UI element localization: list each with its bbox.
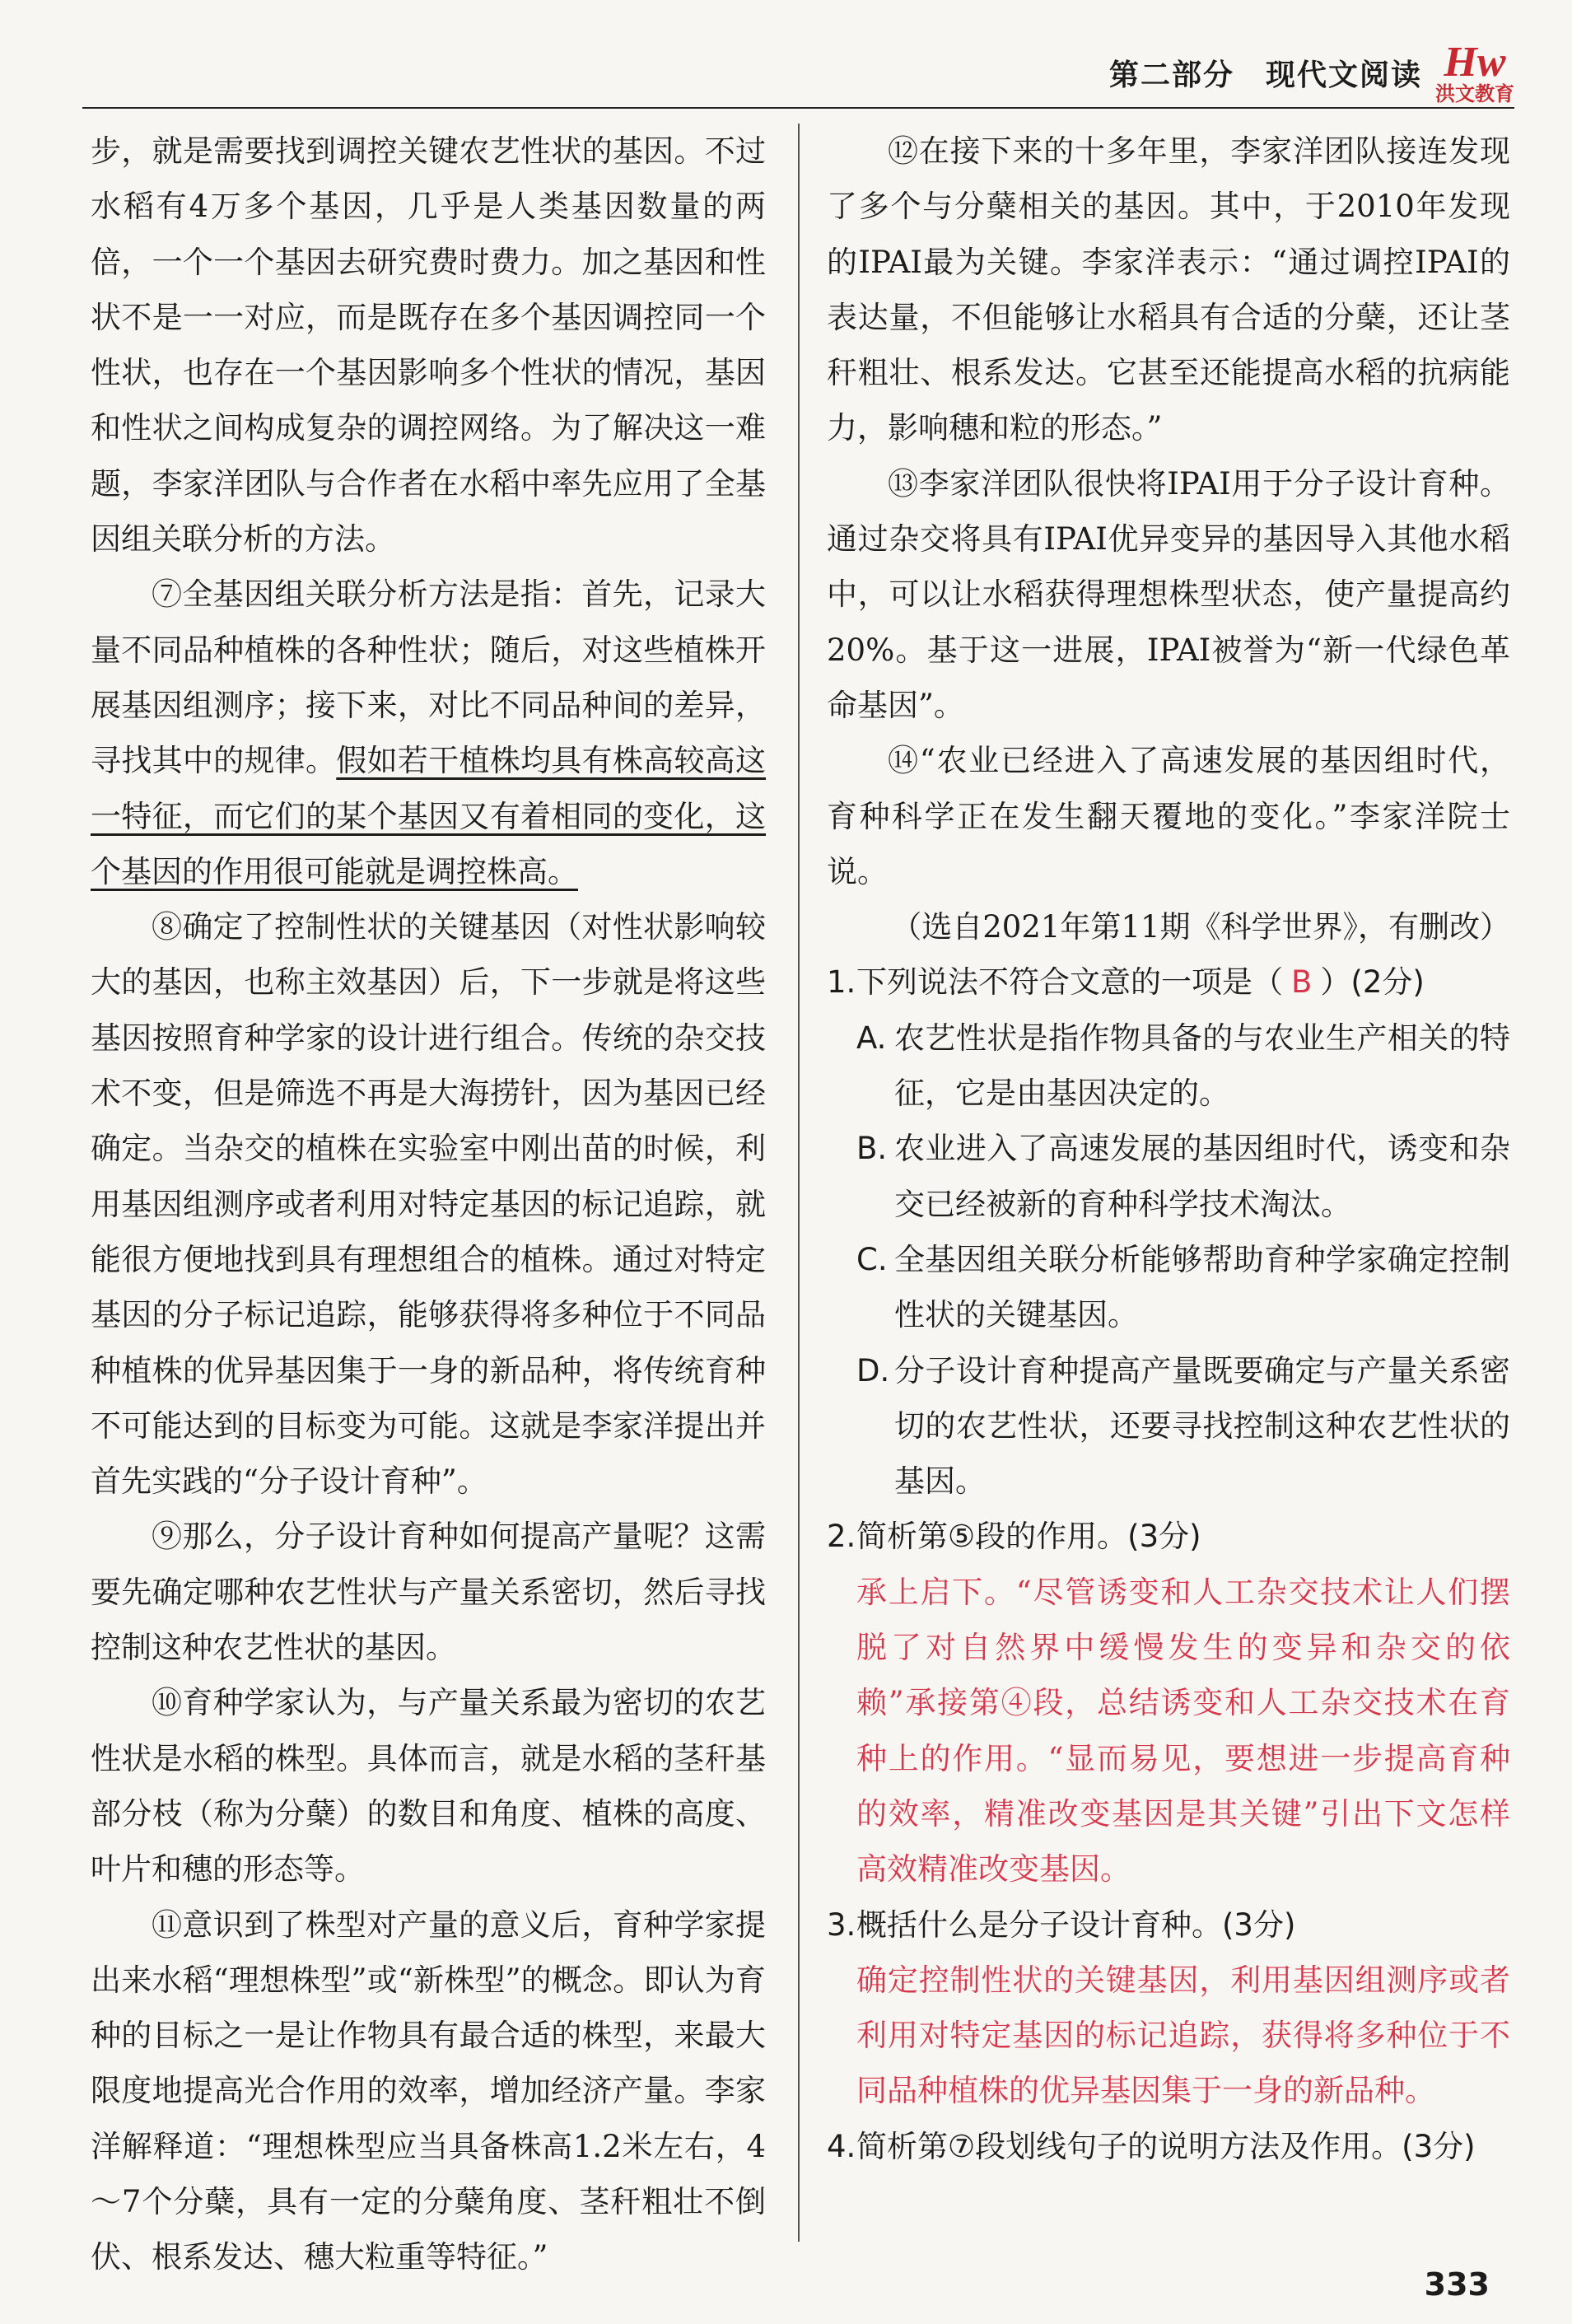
question-number: 3. [827,1906,856,1943]
logo-name: 洪文教育 [1435,82,1514,105]
question-3 [827,1897,1510,1953]
paragraph-11: ⑪意识到了株型对产量的意义后，育种学家提出来水稻“理想株型”或“新株型”的概念。即认为育种的目标之一是让作物具有最合适的株型，来最大限度地提高光合作用的效率，增加经济产量。李家洋解释道：“理想株型应当具备株高1.2米左右，4～7个分蘖，具有一定的分蘖角度、茎秆粗壮不倒伏、根系发达、穗大粒重等特征。” [91,1906,766,2275]
header-rule [82,107,1514,109]
logo-mark: Hw [1444,39,1506,86]
paragraph-10: ⑩育种学家认为，与产量关系最为密切的农艺性状是水稻的株型。具体而言，就是水稻的茎秆基部分枝（称为分蘖）的数目和角度、植株的高度、叶片和穗的形态等。 [91,1685,766,1888]
source-citation: （选自2021年第11期《科学世界》，有删改） [891,909,1510,945]
paragraph-9: ⑨那么，分子设计育种如何提高产量呢？这需要先确定哪种农艺性状与产量关系密切，然后寻找控制这种农艺性状的基因。 [91,1519,766,1666]
answer-3: 确定控制性状的关键基因，利用基因组测序或者利用对特定基因的标记追踪，获得将多种位于不同品种植株的优异基因集于一身的新品种。 [856,1962,1510,2109]
page-number: 333 [1424,2266,1490,2303]
question-4 [827,2119,1510,2174]
left-column [91,124,766,2285]
answer-choice: B [1291,964,1313,1001]
page-header [1109,41,1514,104]
paragraph-6-continued: 步，就是需要找到调控关键农艺性状的基因。不过水稻有4万多个基因，几乎是人类基因数量的两倍，一个一个基因去研究费时费力。加之基因和性状不是一一对应，而是既存在多个基因调控同一个性状，也存在一个基因影响多个性状的情况，基因和性状之间构成复杂的调控网络。为了解决这一难题，李家洋团队与合作者在水稻中率先应用了全基因组关联分析的方法。 [91,133,766,558]
paragraph-7 [91,567,766,899]
option-a: A. 农艺性状是指作物具备的与农业生产相关的特征，它是由基因决定的。 [856,1020,1510,1112]
right-column [827,124,1510,2174]
column-divider [798,124,800,2242]
option-c: C. 全基因组关联分析能够帮助育种学家确定控制性状的关键基因。 [856,1241,1510,1333]
paragraph-8: ⑧确定了控制性状的关键基因（对性状影响较大的基因，也称主效基因）后，下一步就是将这些基因按照育种学家的设计进行组合。传统的杂交技术不变，但是筛选不再是大海捞针，因为基因已经确定。当杂交的植株在实验室中刚出苗的时候，利用基因组测序或者利用对特定基因的标记追踪，就能很方便地找到具有理想组合的植株。通过对特定基因的分子标记追踪，能够获得将多种位于不同品种植株的优异基因集于一身的新品种，将传统育种不可能达到的目标变为可能。这就是李家洋提出并首先实践的“分子设计育种”。 [91,909,766,1500]
section-title: 第二部分 现代文阅读 [1108,58,1422,92]
paragraph-12: ⑫在接下来的十多年里，李家洋团队接连发现了多个与分蘖相关的基因。其中，于2010年发现的IPAI最为关键。李家洋表示：“通过调控IPAI的表达量，不但能够让水稻具有合适的分蘖，还让茎秆粗壮、根系发达。它甚至还能提高水稻的抗病能力，影响穗和粒的形态。” [827,133,1510,446]
question-stem: 简析第⑦段划线句子的说明方法及作用。(3分) [856,2128,1476,2164]
option-d: D. 分子设计育种提高产量既要确定与产量关系密切的农艺性状，还要寻找控制这种农艺性状的基因。 [856,1352,1510,1500]
paragraph-7-text: ⑦全基因组关联分析方法是指：首先，记录大量不同品种植株的各种性状；随后，对这些植株开展基因组测序；接下来，对比不同品种间的差异，寻找其中的规律。 [91,576,766,779]
question-stem: 简析第⑤段的作用。(3分) [856,1519,1201,1555]
question-number: 4. [827,2128,856,2164]
answer-2: 承上启下。“尽管诱变和人工杂交技术让人们摆脱了对自然界中缓慢发生的变异和杂交的依赖”承接第④段，总结诱变和人工杂交技术在育种上的作用。“显而易见，要想进一步提高育种的效率，精准改变基因是其关键”引出下文怎样高效精准改变基因。 [856,1574,1510,1888]
paragraph-13: ⑬李家洋团队很快将IPAI用于分子设计育种。通过杂交将具有IPAI优异变异的基因导入其他水稻中，可以让水稻获得理想株型状态，使产量提高约20%。基于这一进展，IPAI被誉为“新一代绿色革命基因”。 [827,465,1510,723]
underlined-sentence: 假如若干植株均具有株高较高这一特征，而它们的某个基因又有着相同的变化，这个基因的作用很可能就是调控株高。 [91,743,767,889]
question-stem: 下列说法不符合文意的一项是（ B ）(2分) [856,964,1425,1001]
option-b: B. 农业进入了高速发展的基因组时代，诱变和杂交已经被新的育种科学技术淘汰。 [856,1131,1510,1222]
question-number: 1. [827,964,856,1001]
question-2 [827,1509,1510,1564]
publisher-logo [1435,41,1514,104]
question-stem: 概括什么是分子设计育种。(3分) [856,1906,1296,1943]
paragraph-14: ⑭“农业已经进入了高速发展的基因组时代，育种科学正在发生翻天覆地的变化。”李家洋院士说。 [827,743,1510,889]
question-1 [827,954,1510,1010]
question-number: 2. [827,1519,856,1555]
